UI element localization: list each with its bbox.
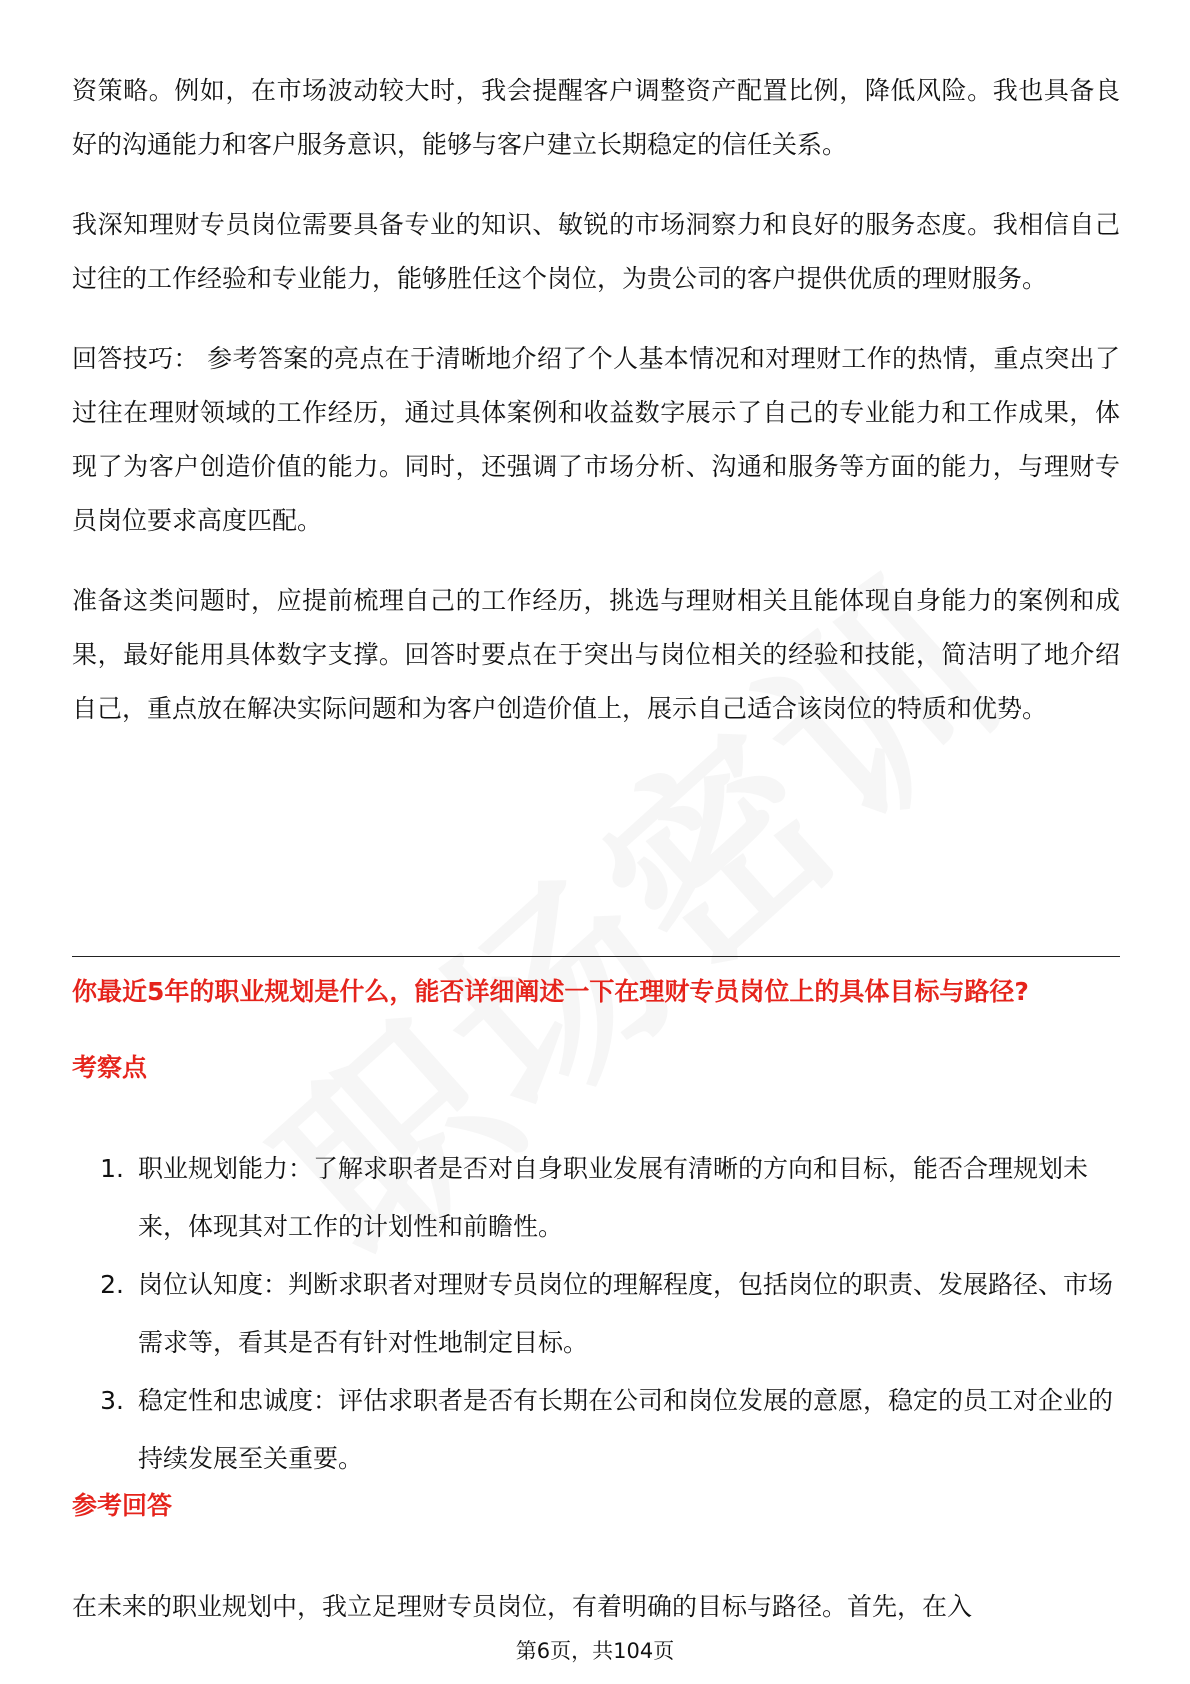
- section-divider: [72, 956, 1120, 957]
- question-heading: 你最近5年的职业规划是什么，能否详细阐述一下在理财专员岗位上的具体目标与路径?: [72, 977, 1029, 1006]
- body-paragraph: 准备这类问题时，应提前梳理自己的工作经历，挑选与理财相关且能体现自身能力的案例和成果，最好能用具体数字支撑。回答时要点在于突出与岗位相关的经验和技能，简洁明了地介绍自己，重点放在解决实际问题和为客户创造价值上，展示自己适合该岗位的特质和优势。: [72, 586, 1120, 723]
- page-number-footer: 第6页，共104页: [515, 1639, 675, 1663]
- list-item: [72, 1256, 1120, 1372]
- body-paragraph: 我深知理财专员岗位需要具备专业的知识、敏锐的市场洞察力和良好的服务态度。我相信自己过往的工作经验和专业能力，能够胜任这个岗位，为贵公司的客户提供优质的理财服务。: [72, 210, 1120, 293]
- list-item-text: 职业规划能力：了解求职者是否对自身职业发展有清晰的方向和目标，能否合理规划未来，体现其对工作的计划性和前瞻性。: [138, 1154, 1089, 1241]
- answer-tips-paragraph: 回答技巧： 参考答案的亮点在于清晰地介绍了个人基本情况和对理财工作的热情，重点突出了过往在理财领域的工作经历，通过具体案例和收益数字展示了自己的专业能力和工作成果，体现了为客户创造价值的能力。同时，还强调了市场分析、沟通和服务等方面的能力，与理财专员岗位要求高度匹配。: [72, 344, 1120, 535]
- list-item: [72, 1372, 1120, 1488]
- exam-points-heading: 考察点: [72, 1053, 148, 1082]
- list-item-text: 岗位认知度：判断求职者对理财专员岗位的理解程度，包括岗位的职责、发展路径、市场需求等，看其是否有针对性地制定目标。: [138, 1270, 1114, 1357]
- list-item-number: 1.: [100, 1154, 124, 1183]
- list-item-number: 2.: [100, 1270, 124, 1299]
- list-item: [72, 1140, 1120, 1256]
- body-paragraph: 资策略。例如，在市场波动较大时，我会提醒客户调整资产配置比例，降低风险。我也具备良好的沟通能力和客户服务意识，能够与客户建立长期稳定的信任关系。: [72, 76, 1120, 159]
- list-item-text: 稳定性和忠诚度：评估求职者是否有长期在公司和岗位发展的意愿，稳定的员工对企业的持续发展至关重要。: [138, 1386, 1114, 1473]
- reference-answer-heading: 参考回答: [72, 1491, 173, 1520]
- reference-answer-text: 在未来的职业规划中，我立足理财专员岗位，有着明确的目标与路径。首先，在入: [72, 1592, 973, 1621]
- document-body: [72, 64, 1120, 736]
- exam-points-list: [72, 1140, 1120, 1488]
- list-item-number: 3.: [100, 1386, 124, 1415]
